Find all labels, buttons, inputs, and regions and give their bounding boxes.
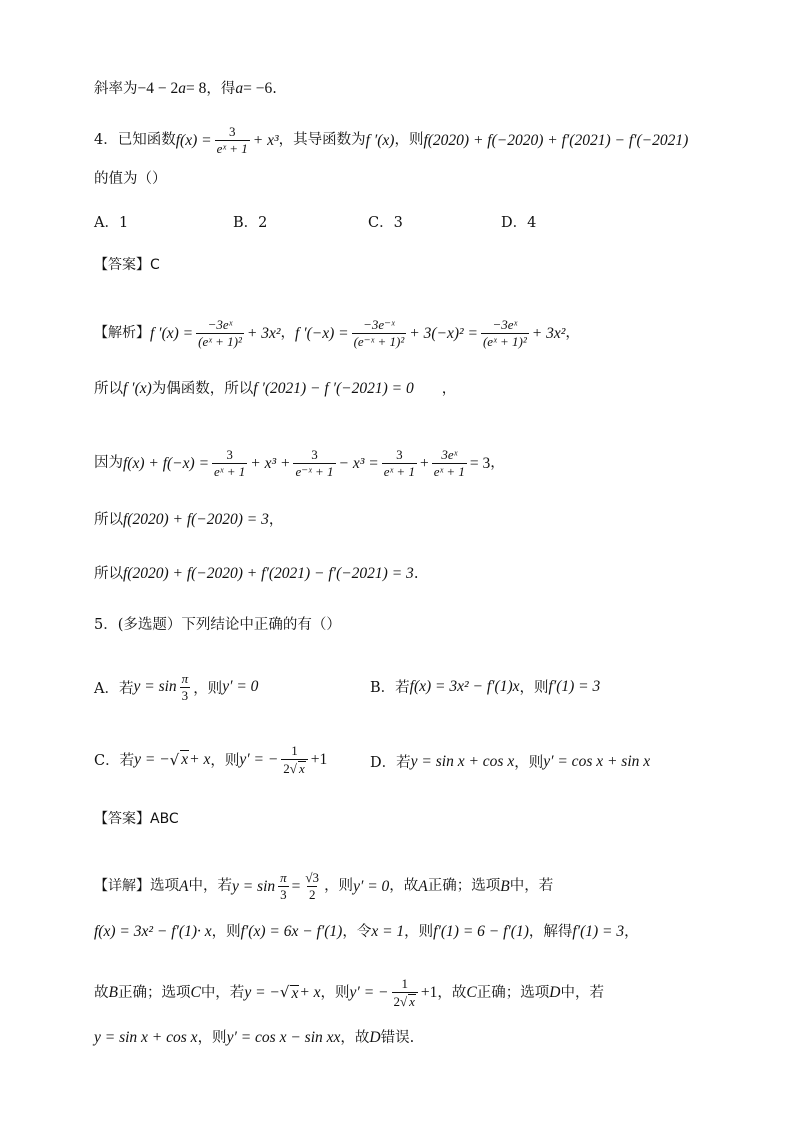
answer-label: 【答案】ABC: [94, 811, 179, 827]
text: ，: [280, 325, 296, 342]
question-4-stem-cont: [94, 172, 734, 187]
text: .: [413, 565, 419, 582]
q5-option-b: B．若 f(x) = 3x² − f′(1)x ，则 f′(1) = 3: [370, 677, 601, 696]
fraction: $\frac{\pi}{3}$: [280, 870, 287, 902]
text: ，: [490, 455, 505, 472]
function-def: f(x) =: [175, 131, 212, 149]
analysis-4-line-5: [94, 566, 734, 582]
text: ，: [268, 511, 284, 528]
detail-5-line-4: y = sin x + cos x ，则 y′ = cos x − sin x x ，故 D 错误.: [94, 1029, 415, 1046]
text: 为偶函数，所以: [151, 380, 254, 397]
math: + x³ +: [250, 454, 291, 472]
math: f(2020) + f(−2020) + f′(2021) − f′(−2021): [423, 131, 689, 149]
math: − x³ =: [338, 454, 379, 472]
math: + 3x²: [246, 324, 281, 342]
detail-5-line-1: 【详解】 选项 A 中，若 y = sin $\frac{\pi}{3}$ = $\frac{√3}{2}$ ，则 y′ = 0 ，故 A 正确；选项 B 中，若: [94, 870, 554, 902]
option-a: A．1: [94, 215, 129, 231]
text: ，得: [206, 80, 236, 97]
text: 因为: [94, 455, 123, 472]
text: ，: [441, 380, 457, 397]
text: 的值为（）: [94, 171, 167, 187]
fraction: $\frac{3}{\text{eˣ + 1}}$: [383, 447, 415, 479]
math: = −6: [243, 80, 273, 97]
detail-5-line-3: 故 B 正确；选项 C 中，若 y = − √ x + x ，则 y′ = − $\frac{1}{2√ x}$ +1 ，故 C 正确；选项 D 中，若: [94, 976, 604, 1009]
text: 所以: [94, 565, 123, 582]
math: = 8: [185, 80, 207, 97]
question-4-stem: [94, 125, 734, 156]
option-c: C．3: [368, 215, 403, 231]
text: ，则: [394, 132, 424, 149]
math: f ′(x): [365, 131, 395, 149]
answer-label: 【答案】C: [94, 257, 160, 273]
carryover-line: [94, 81, 734, 97]
math: + 3x²: [531, 324, 566, 342]
text: 所以: [94, 511, 123, 528]
analysis-4-line-3: [94, 448, 734, 479]
fraction: $\frac{3}{\text{e⁻ˣ + 1}}$: [295, 447, 334, 479]
question-5-stem: [94, 618, 734, 633]
fraction: $\frac{\text{3eˣ}}{\text{eˣ + 1}}$: [433, 447, 465, 479]
math: + 3(−x)² =: [409, 324, 478, 342]
text: ，其导函数为: [278, 132, 366, 149]
math: f ′(−x) =: [295, 324, 349, 342]
fraction: $\frac{1}{2√ x}$: [281, 744, 307, 776]
analysis-label: 【解析】: [94, 325, 150, 342]
math: + x³: [252, 131, 279, 149]
q5-option-a: A．若 y = sin $\frac{\pi}{3}$ ，则 y′ = 0: [94, 671, 259, 703]
math: f(x) + f(−x) =: [123, 454, 210, 472]
fraction: $\frac{3}{\text{eˣ + 1}}$: [214, 447, 246, 479]
detail-5-line-2: f(x) = 3x² − f′(1)· x ，则 f′(x) = 6x − f′(1) ，令 x = 1 ，则 f′(1) = 6 − f′(1) ，解得 f′(1) = 3 ，: [94, 923, 639, 940]
fraction: $\frac{1}{2√ x}$: [392, 977, 418, 1009]
math: f ′(x): [123, 380, 152, 397]
q5-option-d: D．若 y = sin x + cos x ，则 y′ = cos x + sin x: [370, 752, 651, 771]
math: a: [235, 80, 244, 97]
fraction: $\frac{\text{−3e⁻ˣ}}{\text{(e⁻ˣ + 1)²}}$: [353, 317, 405, 349]
analysis-4-line-4: [94, 512, 734, 528]
math: +: [419, 454, 429, 472]
fraction: $\frac{\text{−3eˣ}}{\text{(eˣ + 1)²}}$: [198, 317, 242, 349]
answer-4: [94, 258, 734, 272]
fraction: $\frac{√3}{2}$: [305, 870, 320, 902]
math: = 3: [469, 454, 491, 472]
math: f ′(2021) − f ′(−2021) = 0: [253, 380, 414, 397]
fraction: $\frac{\text{−3eˣ}}{\text{(eˣ + 1)²}}$: [482, 317, 527, 349]
math: f ′(x) =: [150, 324, 194, 342]
math: −4 − 2: [137, 80, 179, 97]
math: a: [178, 80, 186, 97]
fraction: $\frac{3}{\text{eˣ + 1}}$: [216, 124, 248, 156]
option-d: D．4: [501, 215, 537, 231]
analysis-4-line-2: [94, 381, 734, 397]
option-b: B．2: [233, 215, 268, 231]
text: 斜率为: [94, 80, 138, 97]
analysis-4-line-1: [94, 318, 734, 349]
text: 所以: [94, 380, 123, 397]
q5-option-c: C．若 y = − √ x + x ，则 y′ = − $\frac{1}{2√ x}$ +1: [94, 743, 328, 776]
question-number: 5．(多选题）下列结论中正确的有（）: [94, 617, 341, 633]
detail-label: 【详解】: [94, 878, 150, 895]
question-number: 4．已知函数: [94, 132, 176, 149]
fraction: $\frac{\pi}{3}$: [181, 671, 189, 703]
text: .: [272, 80, 277, 97]
math: f(2020) + f(−2020) = 3: [123, 511, 269, 528]
answer-5: [94, 812, 734, 826]
text: ，: [565, 325, 580, 342]
math: f(2020) + f(−2020) + f′(2021) − f′(−2021) = 3: [123, 565, 414, 582]
